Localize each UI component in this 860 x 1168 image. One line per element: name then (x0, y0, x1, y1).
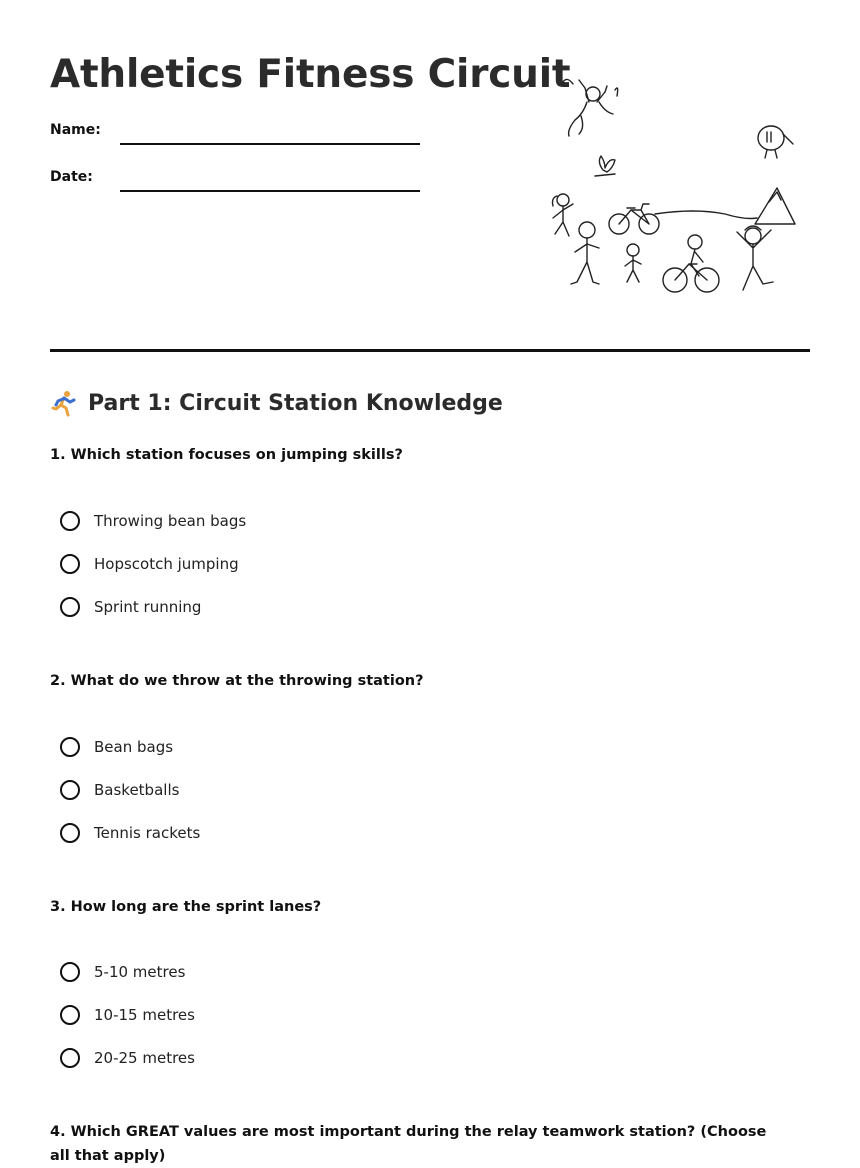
option-label: Basketballs (94, 781, 180, 799)
child-cycling-icon (663, 235, 719, 292)
option-label: Bean bags (94, 738, 174, 756)
child-cheering-icon (737, 226, 773, 290)
option-label: Hopscotch jumping (94, 555, 239, 573)
date-field[interactable] (120, 190, 420, 192)
bicycle-icon (609, 204, 659, 234)
option-label: 20-25 metres (94, 1049, 195, 1067)
date-label: Date: (50, 169, 93, 185)
question-4: 4. Which GREAT values are most important during the relay teamwork station? (Choose all that apply) (50, 1124, 767, 1164)
name-label: Name: (50, 122, 101, 138)
q2-option-1[interactable] (60, 737, 173, 757)
radio-button[interactable] (60, 511, 80, 531)
radio-button[interactable] (60, 554, 80, 574)
mountain-icon (655, 188, 795, 224)
child-running-icon (625, 244, 641, 282)
worksheet-title: Athletics Fitness Circuit (50, 52, 571, 97)
kiwi-bird-icon (758, 126, 793, 158)
section-heading-text: Part 1: Circuit Station Knowledge (88, 390, 503, 416)
radio-button[interactable] (60, 1005, 80, 1025)
header-divider (50, 349, 810, 352)
q1-option-1[interactable] (60, 511, 246, 531)
question-3: 3. How long are the sprint lanes? (50, 899, 322, 915)
radio-button[interactable] (60, 780, 80, 800)
kids-athletics-doodle-icon (545, 72, 805, 302)
q1-option-3[interactable] (60, 597, 201, 617)
name-field[interactable] (120, 143, 420, 145)
radio-button[interactable] (60, 1048, 80, 1068)
radio-button[interactable] (60, 962, 80, 982)
section-heading-part1 (50, 389, 503, 417)
q2-option-2[interactable] (60, 780, 179, 800)
option-label: 5-10 metres (94, 963, 186, 981)
option-label: Throwing bean bags (94, 512, 247, 530)
q2-option-3[interactable] (60, 823, 200, 843)
option-label: 10-15 metres (94, 1006, 195, 1024)
q3-option-2[interactable] (60, 1005, 195, 1025)
radio-button[interactable] (60, 737, 80, 757)
question-1: 1. Which station focuses on jumping skills? (50, 447, 403, 463)
q3-option-1[interactable] (60, 962, 185, 982)
option-label: Tennis rackets (94, 824, 201, 842)
radio-button[interactable] (60, 823, 80, 843)
boy-running-icon (571, 222, 599, 284)
runner-icon (50, 389, 78, 417)
flower-doodle-icon (595, 156, 615, 176)
question-2: 2. What do we throw at the throwing station? (50, 673, 424, 689)
monkey-doodle-icon (563, 79, 618, 136)
option-label: Sprint running (94, 598, 202, 616)
q3-option-3[interactable] (60, 1048, 195, 1068)
q1-option-2[interactable] (60, 554, 239, 574)
girl-running-icon (553, 194, 574, 236)
radio-button[interactable] (60, 597, 80, 617)
